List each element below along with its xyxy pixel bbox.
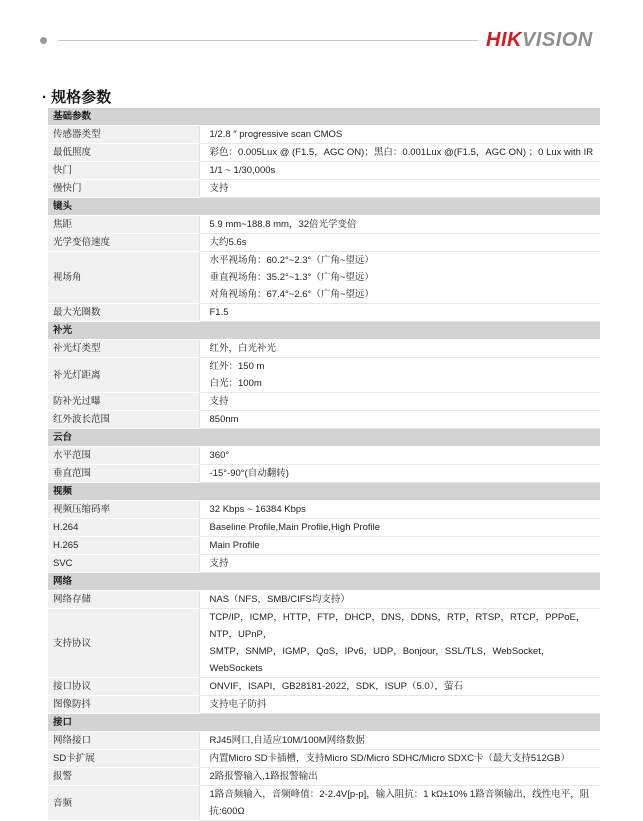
category-row — [48, 573, 600, 591]
spec-key: 焦距 — [48, 216, 199, 234]
spec-value-line: 支持 — [209, 183, 229, 194]
spec-value-line: 红外，白光补光 — [209, 343, 277, 354]
spec-value-line: Main Profile — [209, 540, 260, 551]
spec-key: H.265 — [48, 537, 199, 555]
spec-key: 报警 — [48, 768, 199, 786]
spec-value-line: TCP/IP，ICMP，HTTP，FTP，DHCP，DNS，DDNS，RTP，RTSP，RTCP，PPPoE，NTP，UPnP， — [209, 612, 586, 640]
spec-key: 传感器类型 — [48, 126, 199, 144]
spec-value-line: 850nm — [209, 414, 239, 425]
category-label: 基础参数 — [48, 108, 600, 126]
spec-row — [48, 393, 600, 411]
logo-vision: VISION — [521, 29, 593, 51]
spec-key: SVC — [48, 555, 199, 573]
header-rule — [40, 36, 480, 46]
spec-value — [199, 216, 600, 234]
category-label: 补光 — [48, 322, 600, 340]
spec-value-line: RJ45网口,自适应10M/100M网络数据 — [209, 735, 365, 746]
spec-key: 视频压缩码率 — [48, 501, 199, 519]
spec-row — [48, 768, 600, 786]
spec-value — [199, 786, 600, 821]
spec-value-line: NAS（NFS，SMB/CIFS均支持） — [209, 594, 350, 605]
spec-value — [199, 126, 600, 144]
spec-value-line: 彩色：0.005Lux @ (F1.5，AGC ON)；黑白：0.001Lux @(F1.5，AGC ON) ；0 Lux with IR — [209, 147, 594, 158]
spec-key: 最低照度 — [48, 144, 199, 162]
logo-hik: HIK — [486, 29, 522, 51]
spec-table — [48, 108, 600, 821]
category-row — [48, 429, 600, 447]
category-label: 镜头 — [48, 198, 600, 216]
spec-row — [48, 732, 600, 750]
spec-value-line: -15°-90°(自动翻转) — [209, 468, 289, 479]
spec-row — [48, 180, 600, 198]
spec-row — [48, 234, 600, 252]
spec-key: 垂直范围 — [48, 465, 199, 483]
spec-row — [48, 126, 600, 144]
spec-key: 网络存储 — [48, 591, 199, 609]
spec-value-line: 1/2.8 ″ progressive scan CMOS — [209, 129, 343, 140]
spec-value-line: 32 Kbps ~ 16384 Kbps — [209, 504, 306, 515]
spec-row — [48, 555, 600, 573]
spec-value-line: 抗:600Ω — [209, 806, 245, 817]
spec-row — [48, 519, 600, 537]
spec-row — [48, 216, 600, 234]
spec-row — [48, 501, 600, 519]
spec-value-line: 360° — [209, 450, 230, 461]
spec-value — [199, 304, 600, 322]
spec-row — [48, 591, 600, 609]
spec-value — [199, 696, 600, 714]
spec-value — [199, 465, 600, 483]
spec-value-line: 红外：150 m — [209, 361, 265, 372]
category-row — [48, 322, 600, 340]
spec-value — [199, 358, 600, 393]
spec-key: 图像防抖 — [48, 696, 199, 714]
spec-key: H.264 — [48, 519, 199, 537]
spec-key: 支持协议 — [48, 609, 199, 678]
spec-value — [199, 234, 600, 252]
spec-row — [48, 144, 600, 162]
spec-row — [48, 786, 600, 821]
spec-row — [48, 252, 600, 304]
spec-key: 最大光圈数 — [48, 304, 199, 322]
spec-value-line: 支持 — [209, 558, 229, 569]
spec-value-line: 支持 — [209, 396, 229, 407]
spec-key: 接口协议 — [48, 678, 199, 696]
spec-value-line: F1.5 — [209, 307, 229, 318]
brand-logo — [486, 28, 593, 52]
spec-value-line: 水平视场角：60.2°~2.3°（广角~望远） — [209, 255, 374, 266]
spec-value — [199, 144, 600, 162]
spec-row — [48, 537, 600, 555]
spec-value — [199, 519, 600, 537]
spec-value-line: 垂直视场角：35.2°~1.3°（广角~望远） — [209, 272, 374, 283]
spec-value — [199, 555, 600, 573]
category-label: 视频 — [48, 483, 600, 501]
spec-key: 补光灯距离 — [48, 358, 199, 393]
spec-key: 音频 — [48, 786, 199, 821]
spec-value — [199, 678, 600, 696]
divider-line — [58, 40, 478, 41]
spec-row — [48, 609, 600, 678]
spec-row — [48, 340, 600, 358]
category-row — [48, 198, 600, 216]
spec-value-line: 1路音频输入，音频峰值：2-2.4V[p-p]，输入阻抗：1 kΩ±10% 1路音频输出，线性电平，阻 — [209, 789, 590, 800]
spec-key: 视场角 — [48, 252, 199, 304]
spec-value — [199, 609, 600, 678]
spec-value — [199, 340, 600, 358]
spec-value — [199, 591, 600, 609]
spec-row — [48, 411, 600, 429]
spec-value — [199, 252, 600, 304]
spec-value — [199, 162, 600, 180]
spec-key: 快门 — [48, 162, 199, 180]
spec-key: 慢快门 — [48, 180, 199, 198]
spec-key: 水平范围 — [48, 447, 199, 465]
spec-value — [199, 447, 600, 465]
spec-value — [199, 393, 600, 411]
spec-value — [199, 768, 600, 786]
spec-value — [199, 732, 600, 750]
spec-value-line: 白光：100m — [209, 378, 262, 389]
spec-value-line: 大约5.6s — [209, 237, 247, 248]
spec-row — [48, 304, 600, 322]
spec-key: 光学变倍速度 — [48, 234, 199, 252]
spec-value — [199, 537, 600, 555]
category-row — [48, 108, 600, 126]
spec-value — [199, 180, 600, 198]
spec-key: SD卡扩展 — [48, 750, 199, 768]
page-title: · 规格参数 — [42, 89, 112, 106]
spec-row — [48, 358, 600, 393]
spec-value-line: 5.9 mm~188.8 mm，32倍光学变倍 — [209, 219, 357, 230]
spec-value — [199, 411, 600, 429]
spec-key: 网络接口 — [48, 732, 199, 750]
spec-row — [48, 678, 600, 696]
spec-key: 红外波长范围 — [48, 411, 199, 429]
bullet-dot-icon — [40, 37, 47, 44]
spec-key: 补光灯类型 — [48, 340, 199, 358]
spec-value-line: 内置Micro SD卡插槽，支持Micro SD/Micro SDHC/Micro SDXC卡（最大支持512GB） — [209, 753, 571, 764]
spec-value-line: 2路报警输入,1路报警输出 — [209, 771, 318, 782]
spec-value-line: 对角视场角：67.4°~2.6°（广角~望远） — [209, 289, 374, 300]
category-row — [48, 714, 600, 732]
spec-value-line: 1/1 ~ 1/30,000s — [209, 165, 276, 176]
spec-value — [199, 750, 600, 768]
spec-value — [199, 501, 600, 519]
spec-value-line: SMTP，SNMP，IGMP，QoS，IPv6，UDP，Bonjour，SSL/TLS，WebSocket，WebSockets — [209, 646, 551, 674]
spec-row — [48, 465, 600, 483]
spec-row — [48, 162, 600, 180]
category-label: 云台 — [48, 429, 600, 447]
category-label: 接口 — [48, 714, 600, 732]
spec-key: 防补光过曝 — [48, 393, 199, 411]
spec-value-line: 支持电子防抖 — [209, 699, 267, 710]
spec-value-line: ONVIF，ISAPI，GB28181-2022，SDK，ISUP（5.0），萤石 — [209, 681, 463, 692]
spec-row — [48, 750, 600, 768]
category-row — [48, 483, 600, 501]
category-label: 网络 — [48, 573, 600, 591]
spec-row — [48, 696, 600, 714]
spec-value-line: Baseline Profile,Main Profile,High Profile — [209, 522, 381, 533]
spec-row — [48, 447, 600, 465]
